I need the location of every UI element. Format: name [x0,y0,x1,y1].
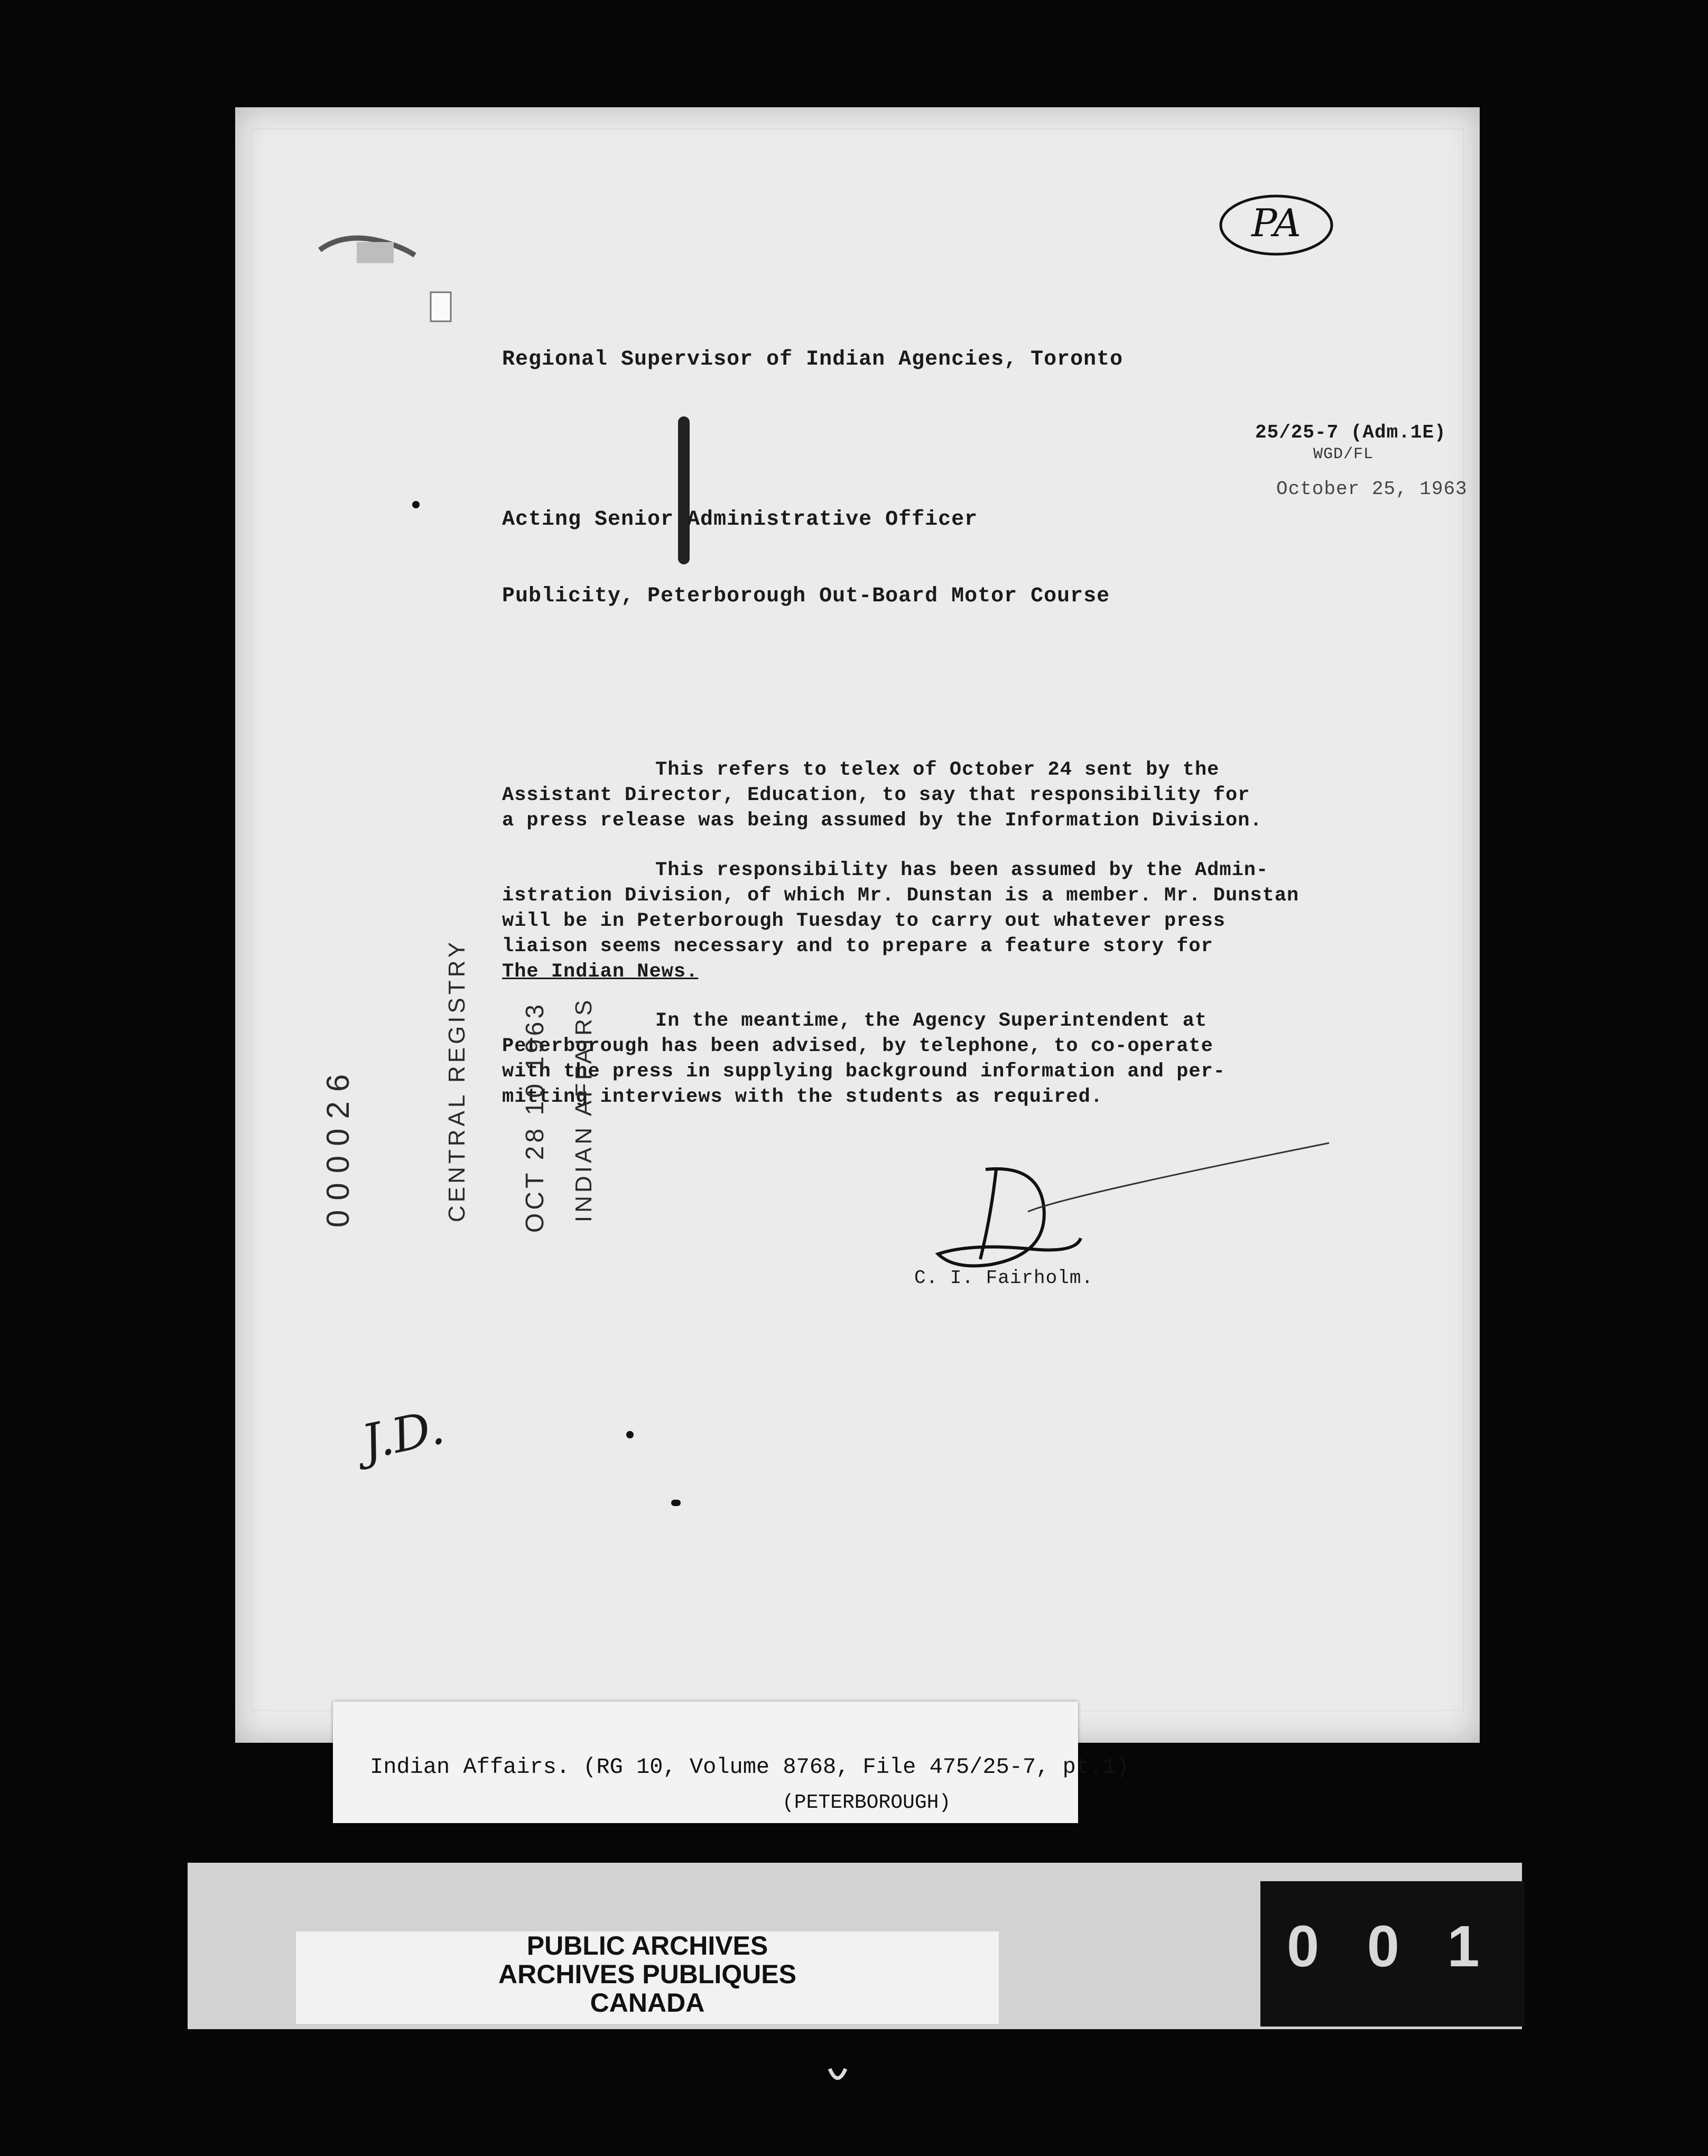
reference-block [1255,422,1468,500]
signatory-name: C. I. Fairholm. [914,1267,1094,1289]
staple-hole-icon [425,287,457,329]
frame-number-box [1260,1881,1525,2027]
body-paragraph-2 [502,858,1299,984]
indian-affairs-stamp: INDIAN AFFAIRS [571,997,597,1222]
paper-speck [626,1431,634,1438]
margin-initials: J.D. [357,1399,449,1471]
paragraph-line: will be in Peterborough Tuesday to carry out whatever press [502,910,1226,932]
paragraph-line: liaison seems necessary and to prepare a feature story for [502,935,1213,958]
paper-speck [671,1500,681,1506]
hole-punch-mark [678,416,690,564]
file-label-card [333,1702,1129,1823]
archive-line: ARCHIVES PUBLIQUES [498,1959,796,1989]
memo-date: October 25, 1963 [1276,478,1468,500]
circle-annotation-text: PA [1251,201,1301,245]
film-mark-icon [824,2064,851,2090]
publication-title: The Indian News. [502,961,699,983]
paragraph-line: Assistant Director, Education, to say that responsibility for [502,784,1250,806]
frame-number: 0 0 1 [1287,1914,1496,1979]
memo-subject: Publicity, Peterborough Out-Board Motor Course [502,584,1110,608]
circled-annotation [1215,189,1337,258]
memo-from: Acting Senior Administrative Officer [502,508,978,532]
memo-sheet [235,107,1480,1743]
body-paragraph-3 [502,1008,1226,1110]
paragraph-line: Peterborough has been advised, by telephone, to co-operate [502,1035,1213,1057]
paper-speck [412,501,420,508]
file-reference: 25/25-7 (Adm.1E) [1255,422,1446,443]
central-registry-stamp: CENTRAL REGISTRY [444,938,470,1222]
archive-line: CANADA [590,1988,705,2018]
paragraph-line: istration Division, of which Mr. Dunstan is a member. Mr. Dunstan [502,885,1299,907]
paragraph-line: In the meantime, the Agency Superintendent at [655,1010,1208,1032]
file-label-subline: (PETERBOROUGH) [782,1791,951,1814]
file-label-line: Indian Affairs. (RG 10, Volume 8768, File 475/25-7, pt.1) [370,1754,1129,1780]
paragraph-line: This responsibility has been assumed by the Admin- [655,859,1269,881]
memo-to: Regional Supervisor of Indian Agencies, Toronto [502,348,1124,371]
archive-line: PUBLIC ARCHIVES [526,1931,768,1960]
paragraph-line: mitting interviews with the students as required. [502,1086,1103,1108]
paragraph-line: with the press in supplying background information and per- [502,1061,1226,1083]
typist-initials: WGD/FL [1313,445,1374,463]
body-paragraph-1 [502,757,1263,833]
document-number-stamp: 000026 [320,1064,356,1228]
paragraph-line: a press release was being assumed by the Information Division. [502,810,1263,832]
paragraph-line: This refers to telex of October 24 sent by the [655,759,1220,781]
archives-stamp [296,1931,999,2024]
registry-date-stamp: OCT 28 10 1963 [521,1001,549,1233]
staple-mark-icon [309,224,425,282]
